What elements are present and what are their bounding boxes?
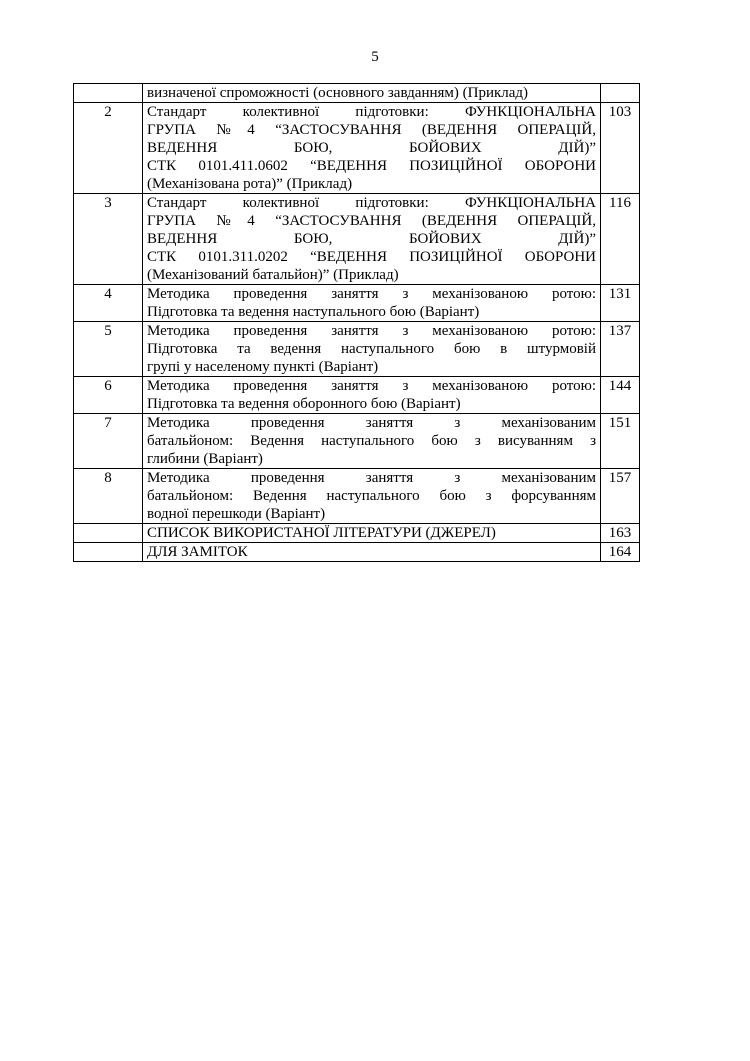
contents-row xyxy=(74,285,640,322)
row-title-line: ГРУПА №4 “ЗАСТОСУВАННЯ (ВЕДЕННЯ ОПЕРАЦІЙ, xyxy=(147,213,596,229)
row-title-line: Стандарт колективної підготовки: ФУНКЦІОНАЛЬНА xyxy=(147,104,596,120)
row-title xyxy=(143,414,601,469)
row-number: 7 xyxy=(74,414,143,469)
row-number: 8 xyxy=(74,469,143,524)
row-title-line: ГРУПА №4 “ЗАСТОСУВАННЯ (ВЕДЕННЯ ОПЕРАЦІЙ, xyxy=(147,122,596,138)
row-title xyxy=(143,543,601,562)
row-title xyxy=(143,524,601,543)
row-title xyxy=(143,103,601,194)
row-title-line: Підготовка та ведення наступального бою в штурмовій xyxy=(147,341,596,357)
row-title-line: СТК 0101.411.0602 “ВЕДЕННЯ ПОЗИЦІЙНОЇ ОБОРОНИ xyxy=(147,158,596,174)
contents-row xyxy=(74,543,640,562)
contents-row xyxy=(74,377,640,414)
row-page-number: 137 xyxy=(601,322,640,377)
row-page-number: 116 xyxy=(601,194,640,285)
row-title-line: батальйоном: Ведення наступального бою з форсуванням xyxy=(147,488,596,504)
row-number: 2 xyxy=(74,103,143,194)
row-page-number: 131 xyxy=(601,285,640,322)
row-title-line: СПИСОК ВИКОРИСТАНОЇ ЛІТЕРАТУРИ (ДЖЕРЕЛ) xyxy=(147,525,496,541)
row-title-line: Методика проведення заняття з механізованою ротою: xyxy=(147,378,596,394)
page-number: 5 xyxy=(371,49,379,65)
contents-row xyxy=(74,469,640,524)
row-page-number: 151 xyxy=(601,414,640,469)
row-page-number: 164 xyxy=(601,543,640,562)
row-title xyxy=(143,469,601,524)
row-title-line: Підготовка та ведення оборонного бою (Варіант) xyxy=(147,396,461,412)
contents-row xyxy=(74,194,640,285)
row-title-line: батальйоном: Ведення наступального бою з висуванням з xyxy=(147,433,596,449)
row-title-line: Методика проведення заняття з механізованою ротою: xyxy=(147,323,596,339)
row-title-line: групі у населеному пункті (Варіант) xyxy=(147,359,379,375)
row-title xyxy=(143,377,601,414)
row-title-line: (Механізована рота)” (Приклад) xyxy=(147,176,353,192)
contents-row xyxy=(74,322,640,377)
contents-row xyxy=(74,103,640,194)
row-title-line: водної перешкоди (Варіант) xyxy=(147,506,326,522)
row-title-line: Методика проведення заняття з механізованою ротою: xyxy=(147,286,596,302)
row-page-number: 103 xyxy=(601,103,640,194)
row-title-line: визначеної спроможності (основного завданням) (Приклад) xyxy=(147,85,529,101)
row-title-line: ВЕДЕННЯ БОЮ, БОЙОВИХ ДІЙ)” xyxy=(147,140,596,156)
row-title-line: глибини (Варіант) xyxy=(147,451,263,467)
contents-table xyxy=(73,83,640,562)
row-title-line: ВЕДЕННЯ БОЮ, БОЙОВИХ ДІЙ)” xyxy=(147,231,596,247)
row-title-line: Методика проведення заняття з механізованим xyxy=(147,415,596,431)
contents-table-body xyxy=(74,84,640,562)
row-title xyxy=(143,285,601,322)
row-number xyxy=(74,524,143,543)
row-number xyxy=(74,84,143,103)
row-title-line: Підготовка та ведення наступального бою (Варіант) xyxy=(147,304,480,320)
row-page-number: 157 xyxy=(601,469,640,524)
row-title xyxy=(143,322,601,377)
row-title-line: СТК 0101.311.0202 “ВЕДЕННЯ ПОЗИЦІЙНОЇ ОБОРОНИ xyxy=(147,249,596,265)
row-title-line: ДЛЯ ЗАМІТОК xyxy=(147,544,248,560)
row-title-line: (Механізований батальйон)” (Приклад) xyxy=(147,267,399,283)
row-number: 5 xyxy=(74,322,143,377)
row-title-line: Методика проведення заняття з механізованим xyxy=(147,470,596,486)
row-page-number xyxy=(601,84,640,103)
contents-row xyxy=(74,84,640,103)
row-title-line: Стандарт колективної підготовки: ФУНКЦІОНАЛЬНА xyxy=(147,195,596,211)
row-number xyxy=(74,543,143,562)
row-title xyxy=(143,84,601,103)
contents-row xyxy=(74,524,640,543)
row-number: 6 xyxy=(74,377,143,414)
row-page-number: 163 xyxy=(601,524,640,543)
row-number: 4 xyxy=(74,285,143,322)
row-number: 3 xyxy=(74,194,143,285)
row-page-number: 144 xyxy=(601,377,640,414)
contents-row xyxy=(74,414,640,469)
row-title xyxy=(143,194,601,285)
